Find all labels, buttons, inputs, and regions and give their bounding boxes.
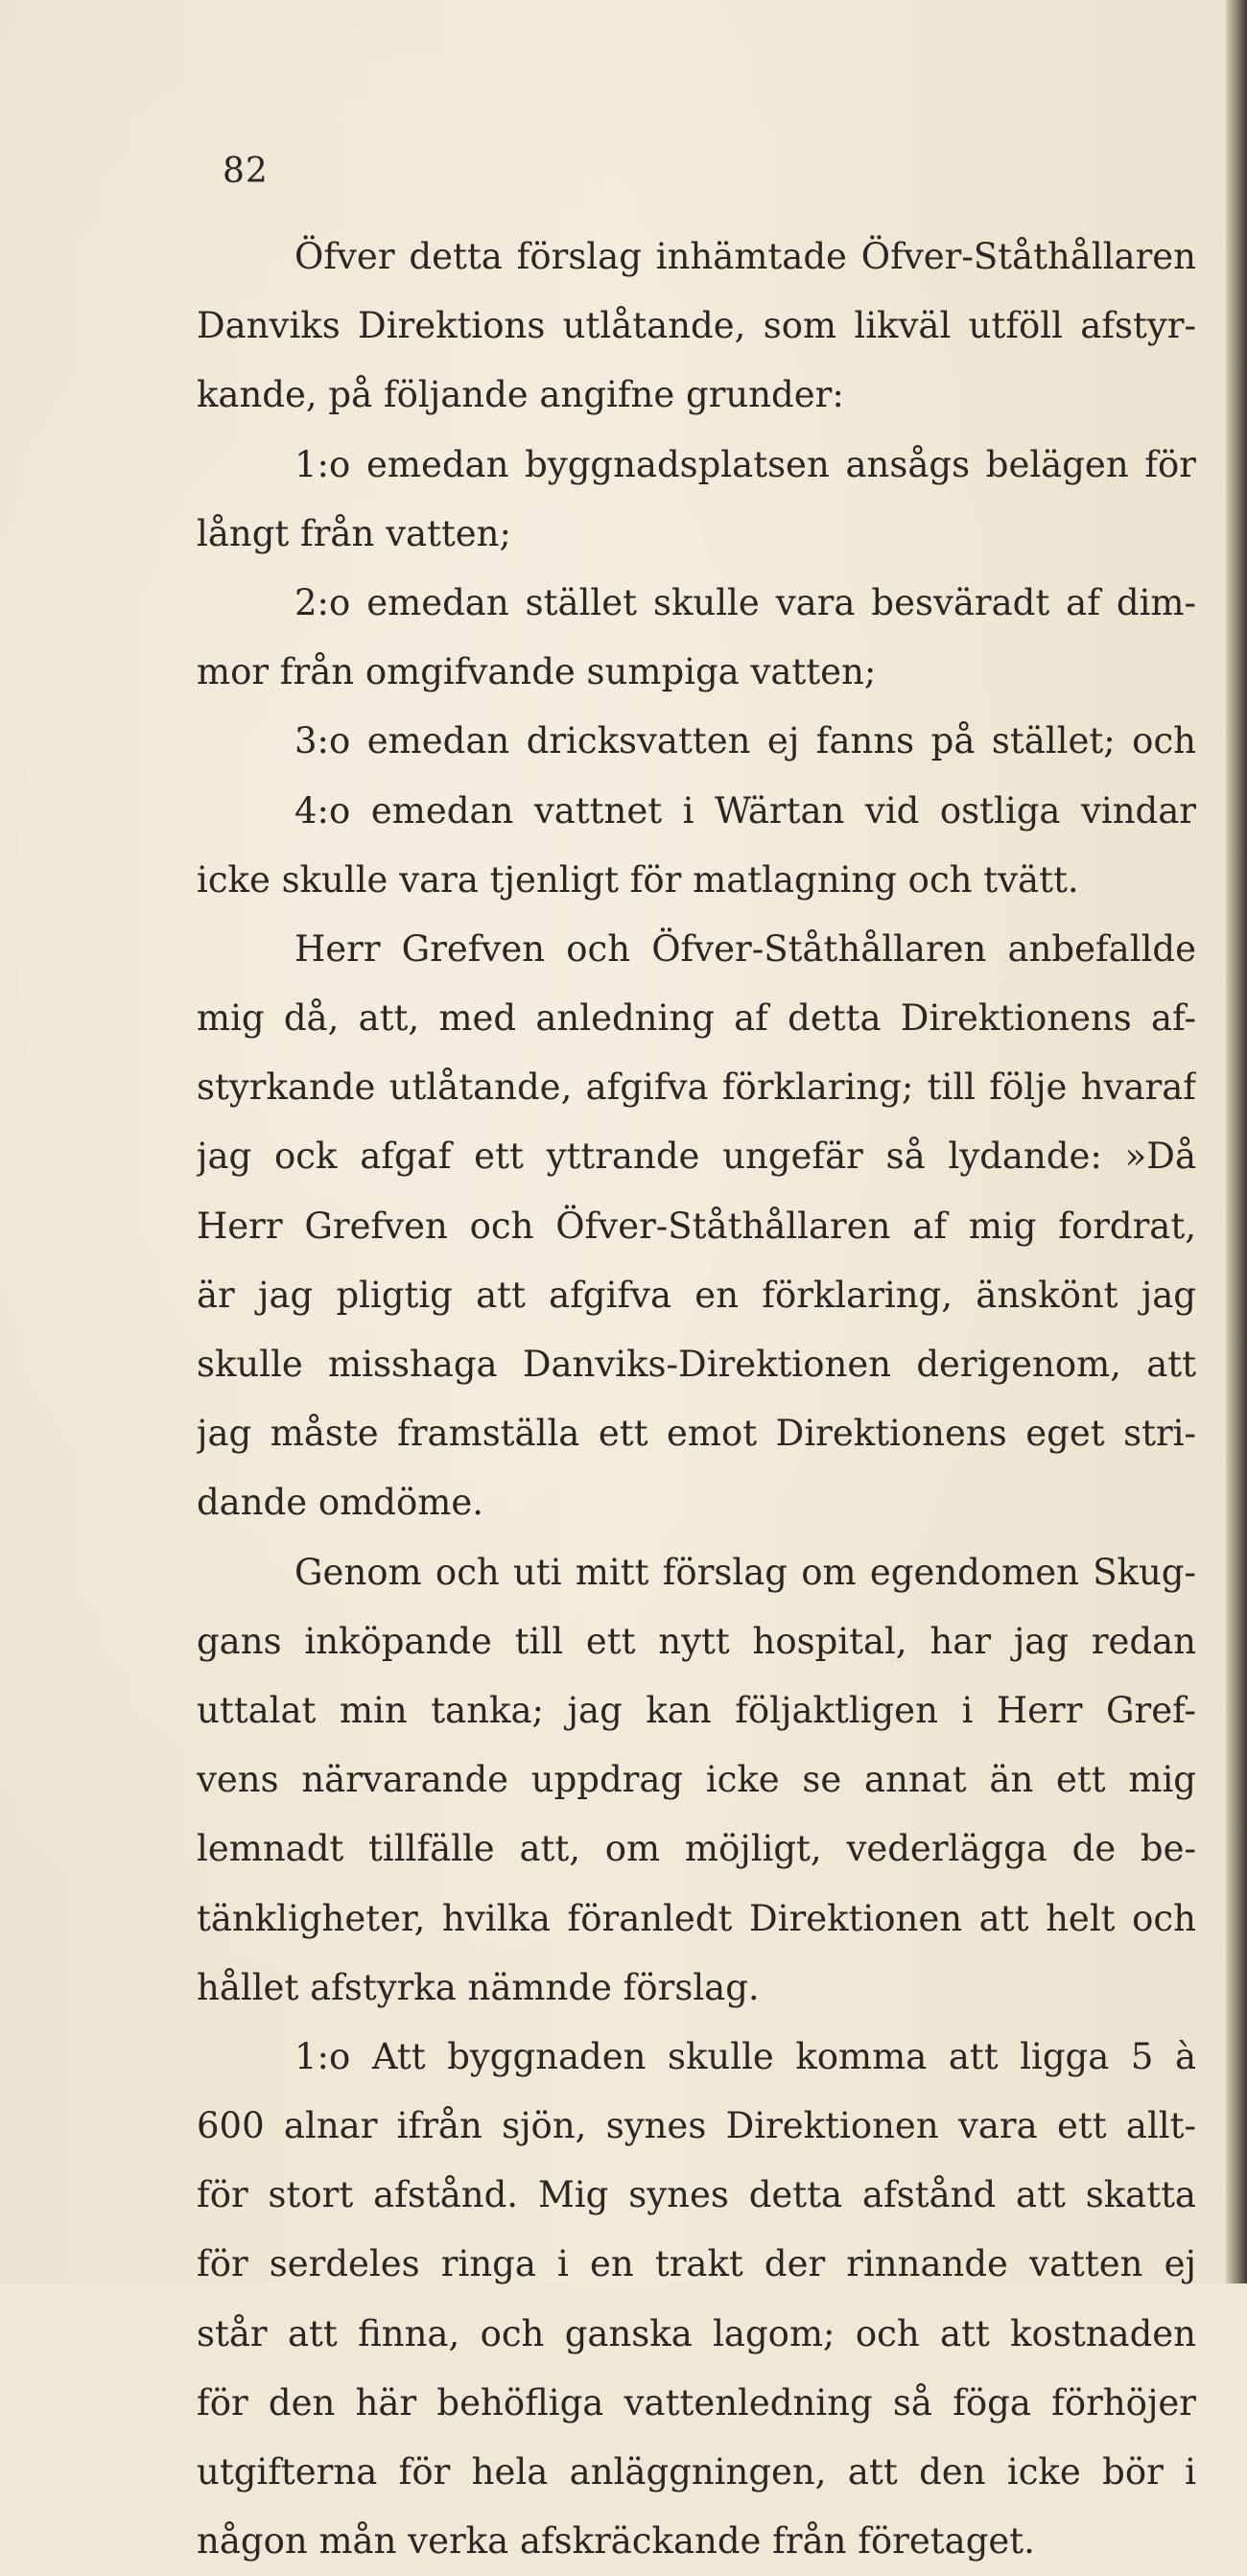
text-line: Öfver detta förslag inhämtade Öfver-Ståthållaren xyxy=(294,236,1196,277)
text-line: mor från omgifvande sumpiga vatten; xyxy=(197,651,877,693)
text-line: uttalat min tanka; jag kan följaktligen i Herr Gref- xyxy=(197,1689,1196,1731)
text-line: 3:o emedan dricksvatten ej fanns på stället; och xyxy=(294,720,1196,762)
text-line: för serdeles ringa i en trakt der rinnande vatten ej xyxy=(197,2243,1196,2285)
text-line: dande omdöme. xyxy=(197,1482,483,1524)
text-line: mig då, att, med anledning af detta Direktionens af- xyxy=(197,997,1196,1040)
text-line: Herr Grefven och Öfver-Ståthållaren anbefallde xyxy=(294,927,1196,970)
text-line: gans inköpande till ett nytt hospital, har jag redan xyxy=(197,1620,1196,1662)
body-text xyxy=(197,222,1196,2576)
text-line: jag ock afgaf ett yttrande ungefär så lydande: »Då xyxy=(197,1136,1196,1178)
text-line: Genom och uti mitt förslag om egendomen Skug- xyxy=(294,1551,1196,1593)
text-line: står att finna, och ganska lagom; och att kostnaden xyxy=(197,2312,1196,2354)
text-line: jag måste framställa ett emot Direktionens eget stri- xyxy=(197,1413,1196,1455)
text-line: icke skulle vara tjenligt för matlagning och tvätt. xyxy=(197,858,1079,901)
text-line: 1:o emedan byggnadsplatsen ansågs belägen för xyxy=(294,443,1196,485)
text-line: för den här behöfliga vattenledning så föga förhöjer xyxy=(197,2381,1196,2424)
text-line: för stort afstånd. Mig synes detta afstånd att skatta xyxy=(197,2174,1196,2216)
text-line: tänkligheter, hvilka föranledt Direktionen att helt och xyxy=(197,1897,1196,1939)
text-line: 1:o Att byggnaden skulle komma att ligga 5 à xyxy=(294,2035,1196,2077)
text-line: Herr Grefven och Öfver-Ståthållaren af mig fordrat, xyxy=(197,1205,1196,1247)
text-line: skulle misshaga Danviks-Direktionen derigenom, att xyxy=(197,1344,1196,1385)
text-line: hållet afstyrka nämnde förslag. xyxy=(197,1966,760,2008)
text-line: styrkande utlåtande, afgifva förklaring; till följe hvaraf xyxy=(197,1066,1196,1109)
text-line: utgifterna för hela anläggningen, att den icke bör i xyxy=(197,2451,1196,2493)
text-line: 4:o emedan vattnet i Wärtan vid ostliga vindar xyxy=(294,789,1196,831)
text-line: vens närvarande uppdrag icke se annat än ett mig xyxy=(197,1759,1196,1801)
page-edge-shadow xyxy=(1226,0,1247,2283)
text-line: 2:o emedan stället skulle vara besväradt af dim- xyxy=(294,581,1196,623)
text-line: kande, på följande angifne grunder: xyxy=(197,374,844,416)
text-line: 600 alnar ifrån sjön, synes Direktionen vara ett allt- xyxy=(197,2105,1196,2147)
text-line: är jag pligtig att afgifva en förklaring, änskönt jag xyxy=(197,1274,1196,1316)
text-line: Danviks Direktions utlåtande, som likväl utföll afstyr- xyxy=(197,305,1196,347)
page-number: 82 xyxy=(223,152,269,191)
text-line: någon mån verka afskräckande från företaget. xyxy=(197,2520,1035,2563)
text-line: långt från vatten; xyxy=(197,512,511,554)
text-line: lemnadt tillfälle att, om möjligt, vederlägga de be- xyxy=(197,1828,1196,1870)
